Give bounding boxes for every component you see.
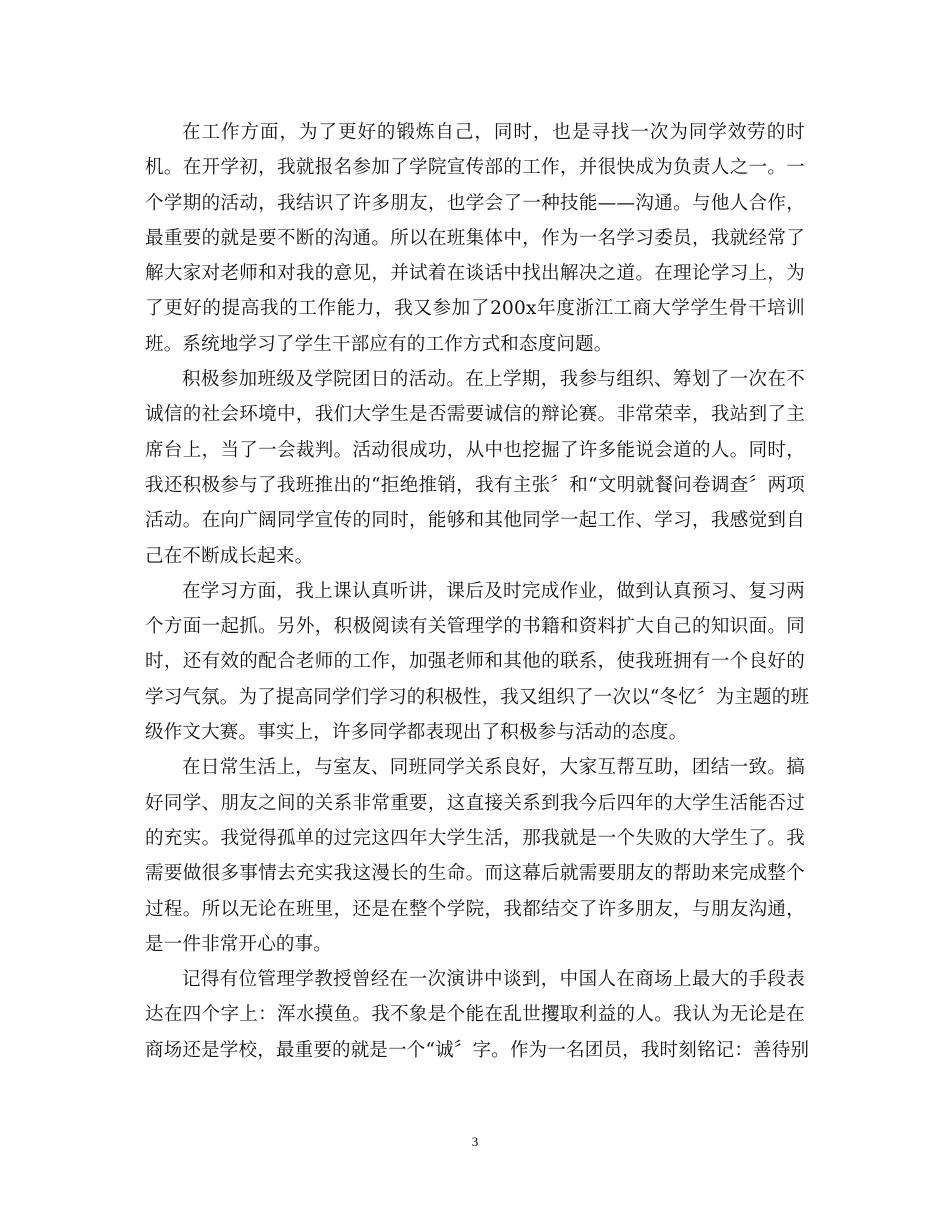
text-line: 过程。所以无论在班里，还是在整个学院，我都结交了许多朋友，与朋友沟通，	[145, 898, 805, 920]
text-line: 学习气氛。为了提高同学们学习的积极性，我又组织了一次以“冬忆〞为主题的班	[145, 686, 810, 708]
document-body	[145, 115, 810, 1068]
text-line: 我还积极参与了我班推出的“拒绝推销，我有主张〞和“文明就餐问卷调查〞两项	[145, 474, 805, 496]
text-line: 诚信的社会环境中，我们大学生是否需要诚信的辩论赛。非常荣幸，我站到了主	[145, 404, 805, 426]
text-line: 个方面一起抓。另外，积极阅读有关管理学的书籍和资料扩大自己的知识面。同	[145, 616, 805, 638]
paragraph-study	[145, 574, 810, 750]
text-line: 班。系统地学习了学生干部应有的工作方式和态度问题。	[145, 333, 613, 355]
paragraph-work	[145, 115, 805, 362]
text-line: 级作文大赛。事实上，许多同学都表现出了积极参与活动的态度。	[145, 722, 688, 744]
paragraph-integrity	[145, 962, 810, 1068]
text-line: 商场还是学校，最重要的就是一个“诚〞字。作为一名团员，我时刻铭记：善待别	[145, 1039, 810, 1061]
text-line: 是一件非常开心的事。	[145, 933, 333, 955]
text-line: 己在不断成长起来。	[145, 545, 314, 567]
text-line: 积极参加班级及学院团日的活动。在上学期，我参与组织、筹划了一次在不	[182, 369, 805, 391]
text-line: 解大家对老师和对我的意见，并试着在谈话中找出解决之道。在理论学习上，为	[145, 263, 805, 285]
text-line: 在工作方面，为了更好的锻炼自己，同时，也是寻找一次为同学效劳的时	[182, 122, 805, 143]
text-line: 的充实。我觉得孤单的过完这四年大学生活，那我就是一个失败的大学生了。我	[145, 827, 805, 849]
text-line: 需要做很多事情去充实我这漫长的生命。而这幕后就需要朋友的帮助来完成整个	[145, 863, 805, 885]
text-line: 最重要的就是要不断的沟通。所以在班集体中，作为一名学习委员，我就经常了	[145, 227, 805, 249]
text-line: 达在四个字上：浑水摸鱼。我不象是个能在乱世攫取利益的人。我认为无论是在	[145, 1004, 805, 1026]
text-line: 时，还有效的配合老师的工作，加强老师和其他的联系，使我班拥有一个良好的	[145, 651, 805, 673]
text-line: 好同学、朋友之间的关系非常重要，这直接关系到我今后四年的大学生活能否过	[145, 792, 805, 814]
text-line: 个学期的活动，我结识了许多朋友，也学会了一种技能——沟通。与他人合作，	[145, 192, 805, 214]
text-line: 机。在开学初，我就报名参加了学院宣传部的工作，并很快成为负责人之一。一	[145, 157, 805, 179]
text-line: 活动。在向广阔同学宣传的同时，能够和其他同学一起工作、学习，我感觉到自	[145, 510, 805, 532]
text-line: 在日常生活上，与室友、同班同学关系良好，大家互帮互助，团结一致。搞	[182, 757, 805, 779]
text-line: 记得有位管理学教授曾经在一次演讲中谈到，中国人在商场上最大的手段表	[182, 969, 805, 991]
page-number: 3	[471, 1134, 479, 1149]
text-line: 在学习方面，我上课认真听讲，课后及时完成作业，做到认真预习、复习两	[182, 580, 805, 602]
text-line: 了更好的提高我的工作能力，我又参加了200x年度浙江工商大学学生骨干培训	[145, 298, 805, 320]
text-line: 席台上，当了一会裁判。活动很成功，从中也挖掘了许多能说会道的人。同时，	[145, 439, 805, 461]
paragraph-daily-life	[145, 750, 805, 962]
paragraph-activities	[145, 362, 805, 574]
